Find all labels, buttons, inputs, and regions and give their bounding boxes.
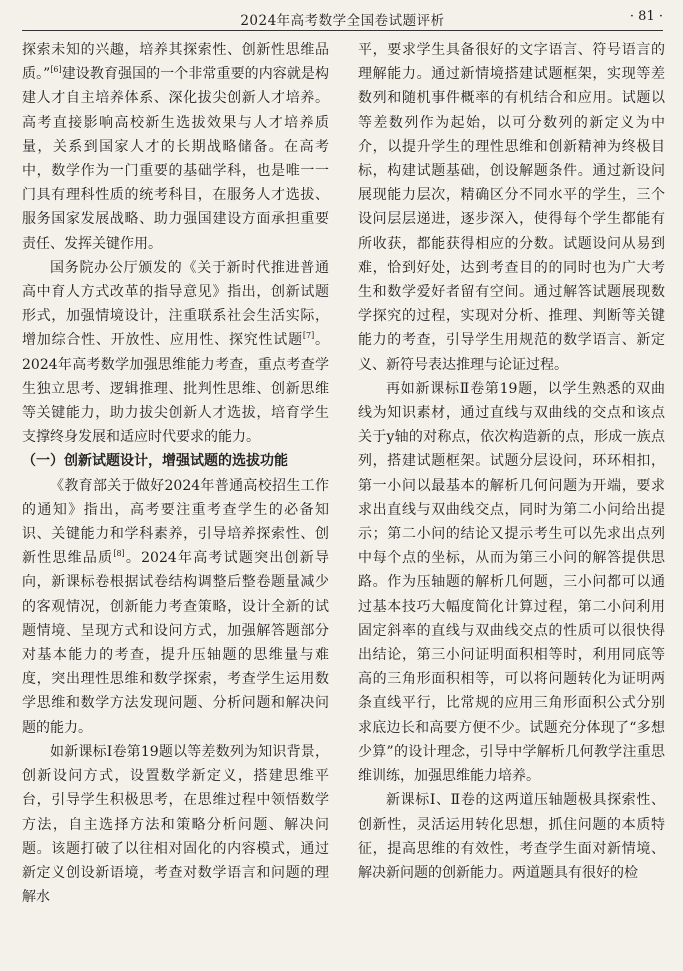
right-column — [358, 38, 665, 885]
paragraph: 平，要求学生具备很好的文字语言、符号语言的理解能力。通过新情境搭建试题框架，实现等差数列和随机事件概率的有机结合和应用。试题以等差数列作为起始，以可分数列的新定义为中介，以提升学生的理性思维和创新精神为终极目标，构建试题基础，创设解题条件。通过新设问展现能力层次，精确区分不同水平的学生，三个设问层层递进，逐步深入，使得每个学生都能有所收获，都能获得相应的分数。试题设问从易到难，恰到好处，达到考查目的的同时也为广大考生和数学爱好者留有空间。通过解答试题展现数学探究的过程，实现对分析、推理、判断等关键能力的考查，引导学生用规范的数学语言、新定义、新符号表达推理与论证过程。 — [358, 42, 665, 373]
citation-ref: [6] — [50, 65, 62, 75]
running-header-title: 2024年高考数学全国卷试题评析 — [240, 13, 445, 29]
paragraph: 新课标Ⅰ、Ⅱ卷的这两道压轴题极具探索性、创新性，灵活运用转化思想，抓住问题的本质特征，提高思维的有效性，考查学生面对新情境、解决新问题的创新能力。两道题具有很好的检 — [358, 792, 665, 881]
citation-ref: [8] — [113, 549, 125, 559]
paragraph — [22, 38, 329, 256]
paragraph — [22, 256, 329, 450]
paragraph: 如新课标Ⅰ卷第19题以等差数列为知识背景，创新设问方式，设置数学新定义，搭建思维平台，引导学生积极思考，在思维过程中领悟数学方法，自主选择方法和策略分析问题、解决问题。该题打破了以往相对固化的内容模式，通过新定义创设新语境，考查对数学语言和问题的理解水 — [22, 743, 329, 906]
paragraph: 再如新课标Ⅱ卷第19题，以学生熟悉的双曲线为知识素材，通过直线与双曲线的交点和该点关于y轴的对称点，依次构造新的点，形成一族点列，搭建试题框架。试题分层设问，环环相扣，第一小问以最基本的解析几何问题为开端，要求求出直线与双曲线交点，同时为第二小问给出提示；第二小问的结论又提示考生可以先求出点列中每个点的坐标，从而为第三小问的解答提供思路。作为压轴题的解析几何题，三小问都可以通过基本技巧大幅度简化计算过程，第二小问利用固定斜率的直线与双曲线交点的性质可以很快得出结论，第三小问证明面积相等时，利用同底等高的三角形面积相等，可以将问题转化为证明两条直线平行，比常规的应用三角形面积公式分别求底边长和高要方便不少。试题充分体现了“多想少算”的设计理念，引导中学解析几何教学注重思维训练，加强思维能力培养。 — [358, 380, 665, 785]
paragraph-text: 。2024年高考试题突出创新导向，新课标卷根据试卷结构调整后整卷题量减少的客观情况，创新能力考查策略，设计全新的试题情境、呈现方式和设问方式，加强解答题部分对基本能力的考查，提升压轴题的思维量与难度，突出理性思维和数学探索，考查学生运用数学思维和数学方法发现问题、分析问题和解决问题的能力。 — [22, 550, 329, 736]
citation-ref: [7] — [302, 331, 315, 341]
paragraph-text: 国务院办公厅颁发的《关于新时代推进普通高中育人方式改革的指导意见》指出，创新试题形式，加强情境设计，注重联系社会生活实际，增加综合性、开放性、应用性、探究性试题 — [22, 259, 329, 349]
running-header — [22, 6, 663, 31]
paragraph-text: 建设教育强国的一个非常重要的内容就是构建人才自主培养体系、深化拔尖创新人才培养。高考直接影响高校新生选拔效果与人才培养质量，关系到国家人才的长期战略储备。在高考中，数学作为一门重要的基础学科，也是唯一一门具有理科性质的统考科目，在服务人才选拔、服务国家发展战略、助力强国建设方面承担重要责任、发挥关键作用。 — [22, 66, 329, 252]
section-heading: （一）创新试题设计，增强试题的选拔功能 — [22, 453, 288, 470]
paragraph-text: 《教育部关于做好2024年普通高校招生工作的通知》指出，高考要注重考查学生的必备知识、关键能力和学科素养，引导培养探索性、创新性思维品质 — [22, 477, 329, 567]
page-number: · 81 · — [629, 9, 663, 24]
paragraph-text: 。2024年高考数学加强思维能力考查，重点考查学生独立思考、逻辑推理、批判性思维、创新思维等关键能力，助力拔尖创新人才选拔，培育学生支撑终身发展和适应时代要求的能力。 — [22, 332, 330, 446]
paragraph-text: 探索未知的兴趣，培养其探索性、创新性思维品质。” — [22, 42, 329, 83]
left-column — [22, 38, 329, 909]
paragraph — [22, 474, 329, 740]
